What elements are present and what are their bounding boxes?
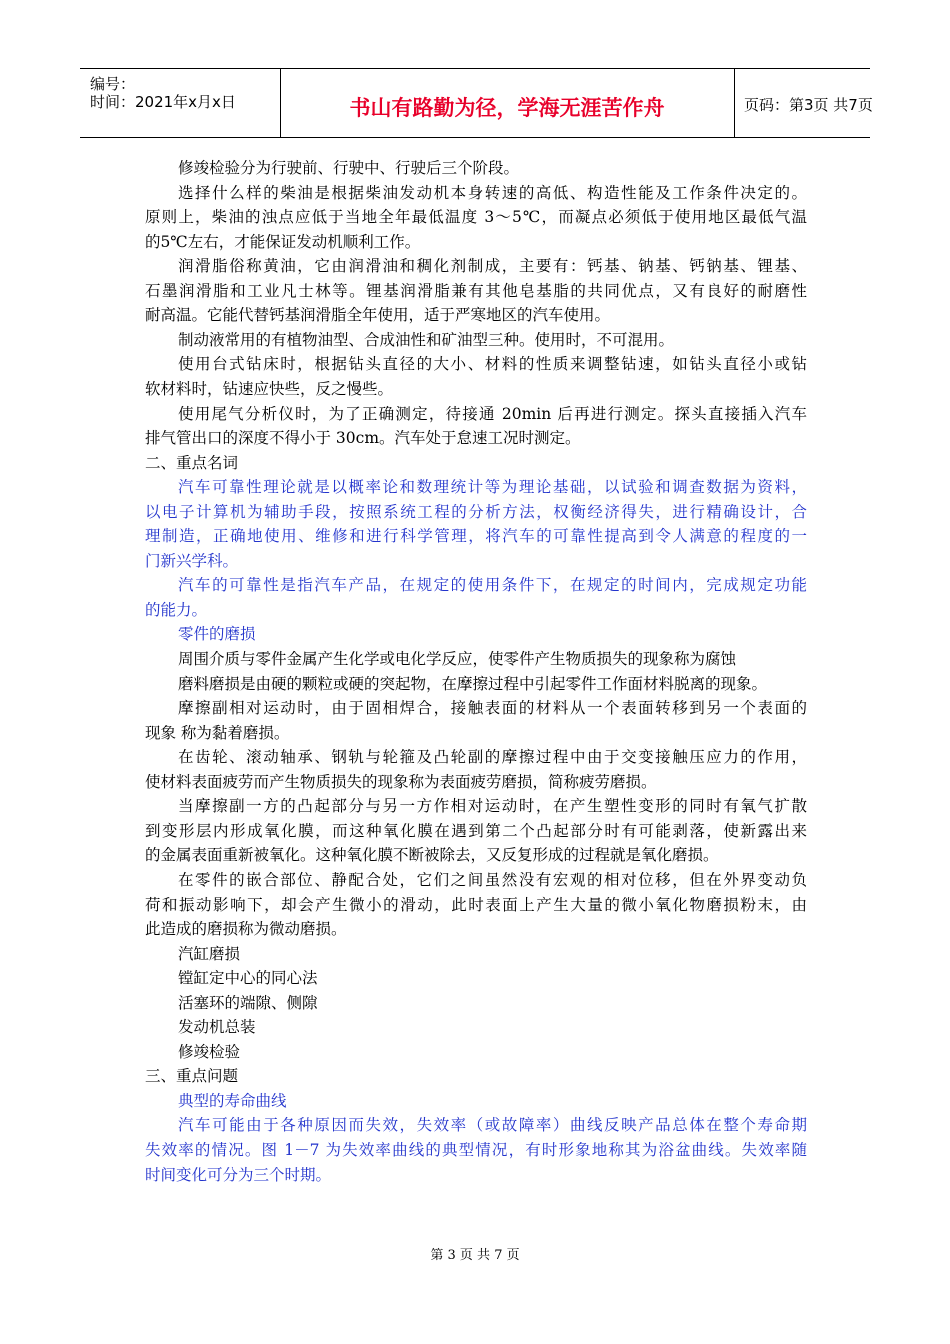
- text-line: 摩擦副相对运动时，由于固相焊合，接触表面的材料从一个表面转移到另一个表面的: [178, 699, 807, 718]
- header-motto-cell: [280, 69, 735, 137]
- text-line: 此造成的磨损称为微动磨损。: [145, 920, 347, 939]
- text-line: 的金属表面重新被氧化。这种氧化膜不断被除去，又反复形成的过程就是氧化磨损。: [145, 846, 719, 865]
- text-line: 汽车可能由于各种原因而失效，失效率（或故障率）曲线反映产品总体在整个寿命期: [178, 1116, 807, 1135]
- text-line: 零件的磨损: [178, 625, 256, 644]
- document-number-label: 编号：: [90, 75, 136, 93]
- header-page-cell: [734, 69, 873, 137]
- text-line: 润滑脂俗称黄油，它由润滑油和稠化剂制成，主要有：钙基、钠基、钙钠基、锂基、: [178, 257, 807, 276]
- text-line: 石墨润滑脂和工业凡士林等。锂基润滑脂兼有其他皂基脂的共同优点，又有良好的耐磨性: [145, 281, 807, 300]
- page-header: [80, 68, 873, 138]
- text-line: 修竣检验分为行驶前、行驶中、行驶后三个阶段。: [178, 159, 520, 177]
- text-line: 到变形层内形成氧化膜，而这种氧化膜在遇到第二个凸起部分时有可能剥落，使新露出来: [145, 821, 807, 840]
- text-line: 理制造，正确地使用、维修和进行科学管理，将汽车的可靠性提高到令人满意的程度的一: [145, 527, 807, 546]
- page-footer: 第 3 页 共 7 页: [430, 1248, 520, 1263]
- text-line: 汽缸磨损: [178, 944, 241, 963]
- text-line: 的能力。: [145, 600, 208, 619]
- text-line: 镗缸定中心的同心法: [178, 969, 318, 988]
- text-line: 原则上，柴油的浊点应低于当地全年最低温度 3～5℃，而凝点必须低于使用地区最低气温: [145, 208, 807, 227]
- text-line: 耐高温。它能代替钙基润滑脂全年使用，适于严寒地区的汽车使用。: [145, 306, 611, 325]
- header-motto: 书山有路勤为径，学海无涯苦作舟: [349, 96, 665, 120]
- text-line: 软材料时，钻速应快些，反之慢些。: [145, 379, 394, 398]
- text-line: 当摩擦副一方的凸起部分与另一方作相对运动时，在产生塑性变形的同时有氧气扩散: [178, 797, 807, 816]
- text-line: 使用尾气分析仪时，为了正确测定，待接通 20min 后再进行测定。探头直接插入汽车: [178, 404, 807, 423]
- text-line: 排气管出口的深度不得小于 30cm。汽车处于怠速工况时测定。: [145, 429, 581, 448]
- text-line: 荷和振动影响下，却会产生微小的滑动，此时表面上产生大量的微小氧化物磨损粉末，由: [145, 895, 807, 914]
- text-line: 现象 称为黏着磨损。: [145, 723, 290, 742]
- text-line: 周围介质与零件金属产生化学或电化学反应，使零件产生物质损失的现象称为腐蚀: [178, 650, 737, 668]
- text-line: 在齿轮、滚动轴承、钢轨与轮箍及凸轮副的摩擦过程中由于交变接触压应力的作用，: [178, 748, 807, 767]
- header-page-number: 页码：第3页 共7页: [744, 96, 873, 114]
- text-line: 选择什么样的柴油是根据柴油发动机本身转速的高低、构造性能及工作条件决定的。: [178, 183, 807, 202]
- text-line: 的5℃左右，才能保证发动机顺利工作。: [145, 232, 421, 251]
- text-line: 二、重点名词: [145, 453, 239, 472]
- text-line: 磨料磨损是由硬的颗粒或硬的突起物，在摩擦过程中引起零件工作面材料脱离的现象。: [178, 674, 768, 693]
- text-line: 使材料表面疲劳而产生物质损失的现象称为表面疲劳磨损，简称疲劳磨损。: [145, 772, 657, 791]
- text-line: 汽车可靠性理论就是以概率论和数理统计等为理论基础，以试验和调查数据为资料，: [178, 478, 807, 497]
- text-line: 典型的寿命曲线: [178, 1091, 287, 1110]
- text-line: 活塞环的端隙、侧隙: [178, 993, 318, 1012]
- text-line: 使用台式钻床时，根据钻头直径的大小、材料的性质来调整钻速，如钻头直径小或钻: [178, 355, 807, 374]
- text-line: 失效率的情况。图 1－7 为失效率曲线的典型情况，有时形象地称其为浴盆曲线。失效率随: [145, 1141, 807, 1159]
- text-line: 三、重点问题: [145, 1067, 239, 1086]
- text-line: 时间变化可分为三个时期。: [145, 1165, 332, 1184]
- text-line: 门新兴学科。: [145, 551, 239, 570]
- text-line: 以电子计算机为辅助手段，按照系统工程的分析方法，权衡经济得失，进行精确设计，合: [145, 502, 807, 521]
- text-line: 在零件的嵌合部位、静配合处，它们之间虽然没有宏观的相对位移，但在外界变动负: [178, 870, 807, 889]
- text-line: 发动机总装: [178, 1018, 256, 1037]
- text-line: 制动液常用的有植物油型、合成油性和矿油型三种。使用时，不可混用。: [178, 330, 675, 349]
- document-date-label: 时间：2021年x月x日: [90, 93, 236, 111]
- text-line: 修竣检验: [178, 1042, 241, 1061]
- text-line: 汽车的可靠性是指汽车产品，在规定的使用条件下，在规定的时间内，完成规定功能: [178, 576, 807, 595]
- header-info-cell: [80, 69, 281, 137]
